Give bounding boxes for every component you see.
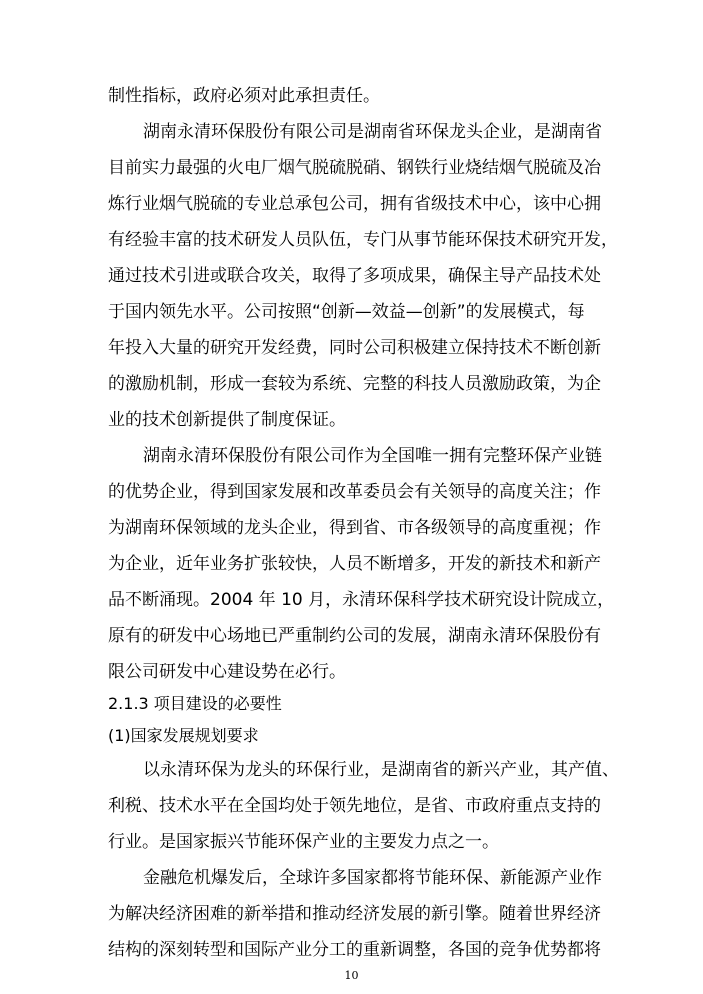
text-line: 品不断涌现。2004 年 10 月，永清环保科学技术研究设计院成立， [108, 590, 615, 610]
text-line: 有经验丰富的技术研发人员队伍，专门从事节能环保技术研究开发， [108, 230, 618, 250]
text-line: 以永清环保为龙头的环保行业，是湖南省的新兴产业，其产值、 [143, 760, 619, 780]
section-heading: 2.1.3 项目建设的必要性 [108, 694, 282, 713]
text-line: 业的技术创新提供了制度保证。 [108, 410, 346, 430]
text-line: 利税、技术水平在全国均处于领先地位，是省、市政府重点支持的 [108, 796, 601, 816]
text-line: 金融危机爆发后，全球许多国家都将节能环保、新能源产业作 [143, 868, 602, 888]
subsection-heading: (1)国家发展规划要求 [108, 726, 259, 745]
text-line: 为湖南环保领域的龙头企业，得到省、市各级领导的高度重视；作 [108, 518, 601, 538]
text-line: 结构的深刻转型和国际产业分工的重新调整，各国的竞争优势都将 [108, 940, 601, 960]
text-line: 的优势企业，得到国家发展和改革委员会有关领导的高度关注；作 [108, 482, 601, 502]
page-number: 10 [344, 969, 359, 982]
text-line: 湖南永清环保股份有限公司是湖南省环保龙头企业，是湖南省 [143, 122, 602, 142]
text-line: 限公司研发中心建设势在必行。 [108, 662, 346, 682]
text-line: 湖南永清环保股份有限公司作为全国唯一拥有完整环保产业链 [143, 446, 602, 466]
text-line: 于国内领先水平。公司按照“创新—效益—创新”的发展模式，每 [108, 302, 585, 322]
text-line: 原有的研发中心场地已严重制约公司的发展，湖南永清环保股份有 [108, 626, 601, 646]
text-line: 炼行业烟气脱硫的专业总承包公司，拥有省级技术中心，该中心拥 [108, 194, 601, 214]
text-line: 目前实力最强的火电厂烟气脱硫脱硝、钢铁行业烧结烟气脱硫及冶 [108, 158, 601, 178]
text-line: 制性指标，政府必须对此承担责任。 [108, 86, 380, 106]
text-line: 为企业，近年业务扩张较快，人员不断增多，开发的新技术和新产 [108, 554, 601, 574]
text-line: 行业。是国家振兴节能环保产业的主要发力点之一。 [108, 832, 499, 852]
text-line: 的激励机制，形成一套较为系统、完整的科技人员激励政策，为企 [108, 374, 601, 394]
text-line: 年投入大量的研究开发经费，同时公司积极建立保持技术不断创新 [108, 338, 601, 358]
text-line: 为解决经济困难的新举措和推动经济发展的新引擎。随着世界经济 [108, 904, 601, 924]
text-line: 通过技术引进或联合攻关，取得了多项成果，确保主导产品技术处 [108, 266, 601, 286]
